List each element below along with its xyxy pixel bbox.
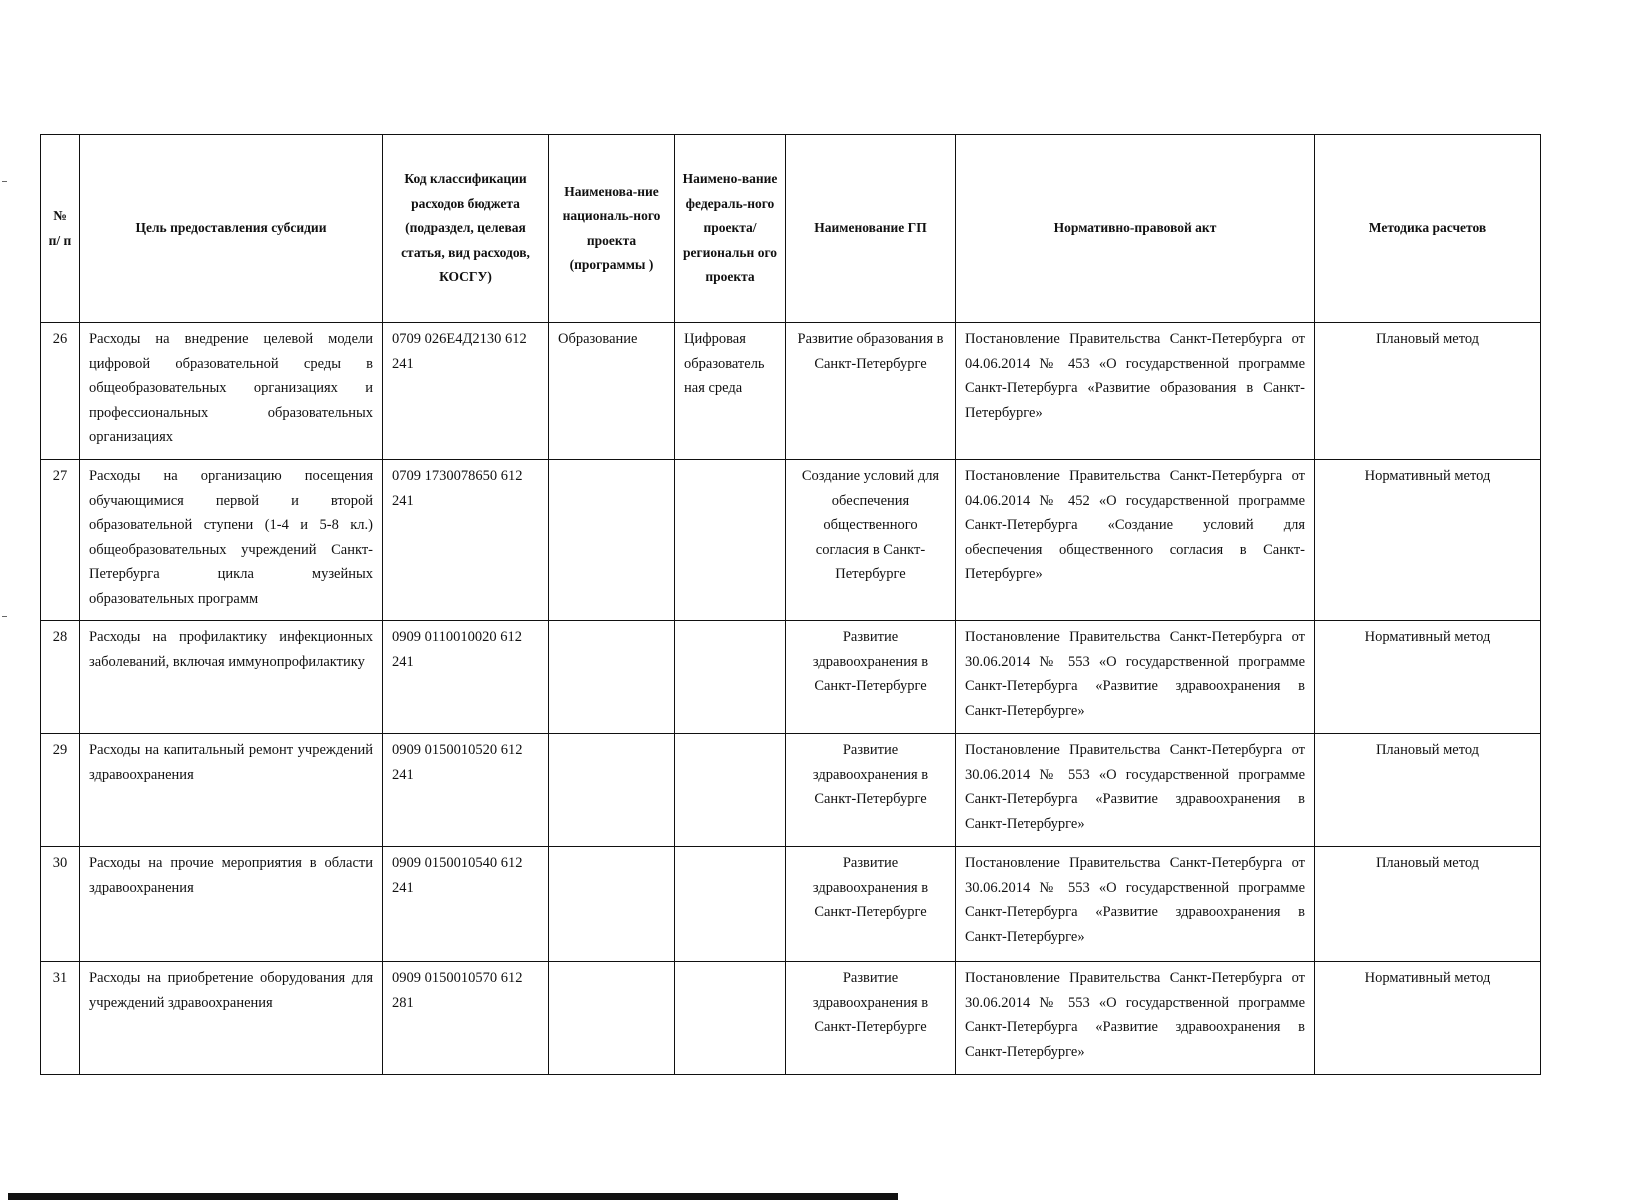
row-goal: Расходы на приобретение оборудования для учреждений здравоохранения (80, 962, 383, 1075)
row-act: Постановление Правительства Санкт-Петербурга от 30.06.2014 № 553 «О государственной программе Санкт-Петербурга «Развитие здравоохранения в Санкт-Петербурге» (956, 962, 1315, 1075)
row-gp: Развитие здравоохранения в Санкт-Петербурге (786, 847, 956, 962)
header-gp: Наименование ГП (786, 135, 956, 323)
row-code: 0909 0150010540 612 241 (383, 847, 549, 962)
row-national-project (549, 847, 675, 962)
row-method: Нормативный метод (1315, 962, 1541, 1075)
row-method: Плановый метод (1315, 847, 1541, 962)
row-num: 26 (41, 323, 80, 460)
row-method: Нормативный метод (1315, 621, 1541, 734)
row-national-project (549, 962, 675, 1075)
table-row (41, 734, 1541, 847)
header-goal: Цель предоставления субсидии (80, 135, 383, 323)
header-method: Методика расчетов (1315, 135, 1541, 323)
row-act: Постановление Правительства Санкт-Петербурга от 30.06.2014 № 553 «О государственной программе Санкт-Петербурга «Развитие здравоохранения в Санкт-Петербурге» (956, 621, 1315, 734)
row-federal-project: Цифровая образователь ная среда (675, 323, 786, 460)
row-num: 31 (41, 962, 80, 1075)
header-national-project: Наименова-ние националь-ного проекта (программы ) (549, 135, 675, 323)
table-row (41, 460, 1541, 621)
row-federal-project (675, 847, 786, 962)
header-act: Нормативно-правовой акт (956, 135, 1315, 323)
row-goal: Расходы на профилактику инфекционных заболеваний, включая иммунопрофилактику (80, 621, 383, 734)
table-row (41, 323, 1541, 460)
header-num: № п/ п (41, 135, 80, 323)
table-header-row (41, 135, 1541, 323)
row-federal-project (675, 734, 786, 847)
row-num: 30 (41, 847, 80, 962)
row-num: 27 (41, 460, 80, 621)
row-national-project (549, 734, 675, 847)
row-act: Постановление Правительства Санкт-Петербурга от 30.06.2014 № 553 «О государственной программе Санкт-Петербурга «Развитие здравоохранения в Санкт-Петербурге» (956, 847, 1315, 962)
subsidy-table (40, 134, 1541, 1075)
row-method: Плановый метод (1315, 734, 1541, 847)
row-gp: Создание условий для обеспечения общественного согласия в Санкт-Петербурге (786, 460, 956, 621)
row-federal-project (675, 621, 786, 734)
row-goal: Расходы на прочие мероприятия в области здравоохранения (80, 847, 383, 962)
row-act: Постановление Правительства Санкт-Петербурга от 04.06.2014 № 453 «О государственной программе Санкт-Петербурга «Развитие образования в Санкт-Петербурге» (956, 323, 1315, 460)
row-gp: Развитие здравоохранения в Санкт-Петербурге (786, 734, 956, 847)
header-code: Код классификации расходов бюджета (подраздел, целевая статья, вид расходов, КОСГУ) (383, 135, 549, 323)
row-national-project (549, 460, 675, 621)
table-row (41, 962, 1541, 1075)
row-goal: Расходы на капитальный ремонт учреждений здравоохранения (80, 734, 383, 847)
scan-margin-mark (2, 616, 7, 617)
row-gp: Развитие здравоохранения в Санкт-Петербурге (786, 962, 956, 1075)
row-act: Постановление Правительства Санкт-Петербурга от 04.06.2014 № 452 «О государственной программе Санкт-Петербурга «Создание условий для обеспечения общественного согласия в Санкт-Петербурге» (956, 460, 1315, 621)
row-gp: Развитие здравоохранения в Санкт-Петербурге (786, 621, 956, 734)
row-goal: Расходы на организацию посещения обучающимися первой и второй образовательной ступени (1-4 и 5-8 кл.) общеобразовательных учреждений Санкт-Петербурга цикла музейных образовательных программ (80, 460, 383, 621)
table-row (41, 621, 1541, 734)
row-num: 29 (41, 734, 80, 847)
row-method: Плановый метод (1315, 323, 1541, 460)
row-code: 0909 0150010570 612 281 (383, 962, 549, 1075)
row-code: 0709 026Е4Д2130 612 241 (383, 323, 549, 460)
row-national-project: Образование (549, 323, 675, 460)
row-goal: Расходы на внедрение целевой модели цифровой образовательной среды в общеобразовательных организациях и профессиональных образовательных организациях (80, 323, 383, 460)
row-num: 28 (41, 621, 80, 734)
row-act: Постановление Правительства Санкт-Петербурга от 30.06.2014 № 553 «О государственной программе Санкт-Петербурга «Развитие здравоохранения в Санкт-Петербурге» (956, 734, 1315, 847)
row-method: Нормативный метод (1315, 460, 1541, 621)
table-row (41, 847, 1541, 962)
row-code: 0909 0150010520 612 241 (383, 734, 549, 847)
row-federal-project (675, 962, 786, 1075)
scan-margin-mark (2, 181, 7, 182)
scan-bottom-edge (8, 1193, 898, 1200)
row-gp: Развитие образования в Санкт-Петербурге (786, 323, 956, 460)
row-national-project (549, 621, 675, 734)
row-code: 0709 1730078650 612 241 (383, 460, 549, 621)
row-federal-project (675, 460, 786, 621)
row-code: 0909 0110010020 612 241 (383, 621, 549, 734)
header-federal-project: Наимено-вание федераль-ного проекта/ региональн ого проекта (675, 135, 786, 323)
